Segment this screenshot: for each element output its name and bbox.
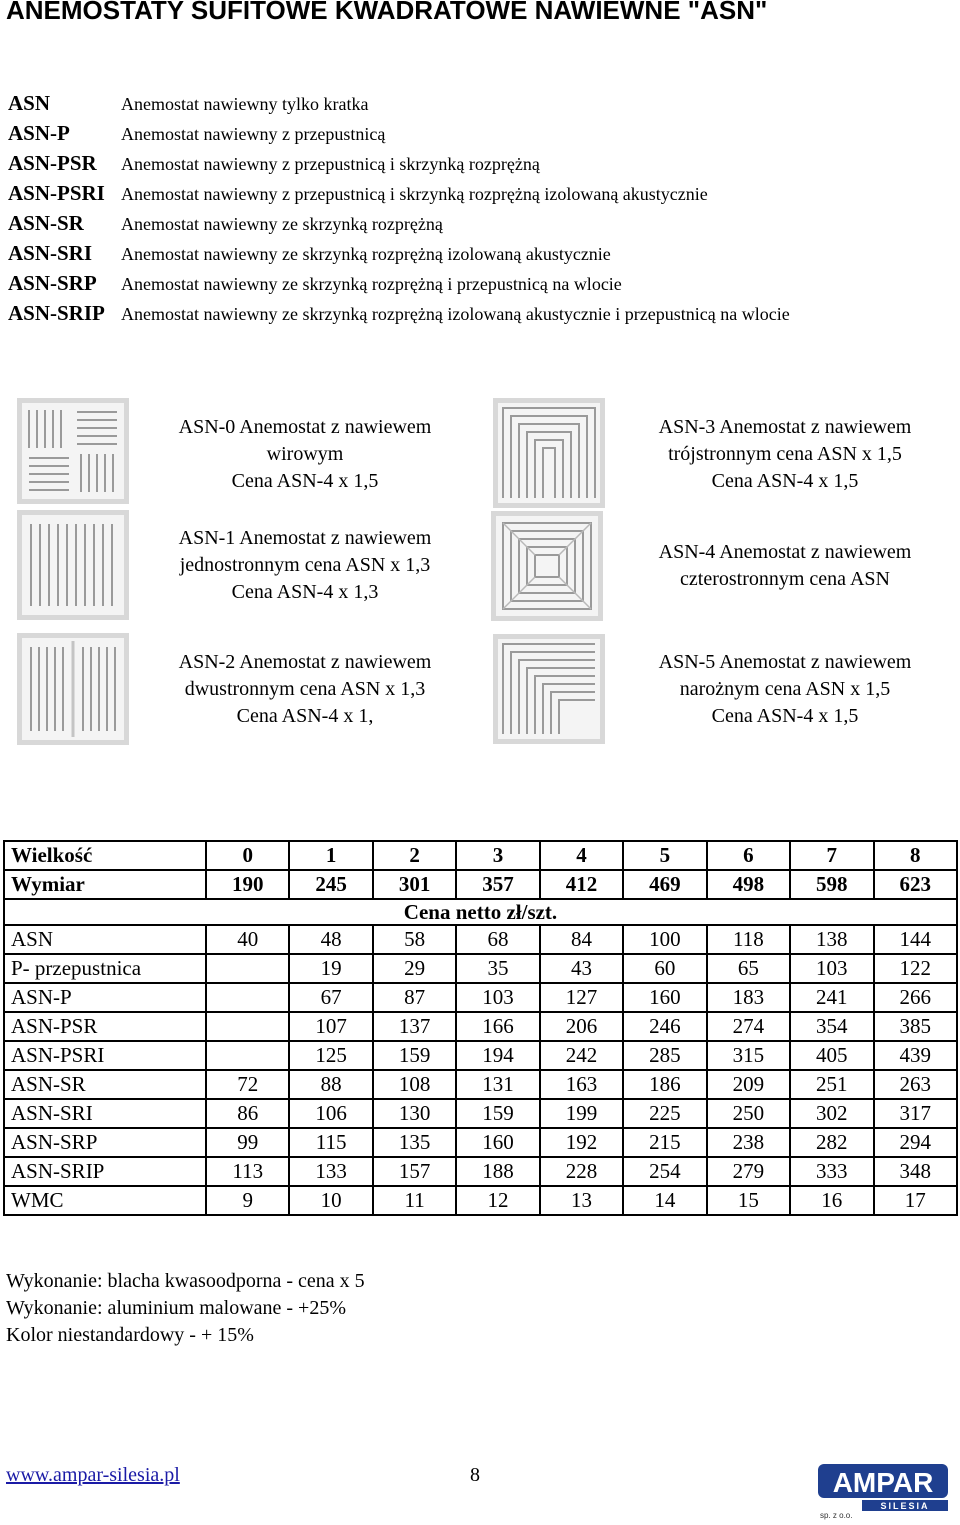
four-way-diffuser-image: [491, 511, 603, 621]
price-header: Cena netto zł/szt.: [4, 899, 957, 925]
dimension-row: [4, 870, 957, 899]
price-cell: 186: [623, 1070, 706, 1099]
price-cell: 241: [790, 983, 873, 1012]
row-label: WMC: [4, 1186, 206, 1215]
price-cell: 315: [707, 1041, 790, 1070]
price-cell: 251: [790, 1070, 873, 1099]
variant-line3: Cena ASN-4 x 1,: [236, 705, 374, 727]
table-row: [4, 1128, 957, 1157]
price-cell: 106: [289, 1099, 372, 1128]
variant-caption-asn-1: [150, 525, 460, 606]
variant-code: ASN-2: [178, 651, 236, 673]
logo-main-text: AMPAR: [832, 1467, 934, 1498]
variant-caption-asn-5: [625, 649, 945, 730]
table-row: [4, 1041, 957, 1070]
price-cell: 100: [623, 925, 706, 954]
price-cell: 348: [874, 1157, 958, 1186]
price-cell: 11: [373, 1186, 456, 1215]
price-cell: 238: [707, 1128, 790, 1157]
price-cell: 107: [289, 1012, 372, 1041]
price-cell: 43: [540, 954, 623, 983]
dimension-cell: 623: [874, 870, 958, 899]
dimension-label: Wymiar: [4, 870, 206, 899]
dimension-cell: 301: [373, 870, 456, 899]
three-way-diffuser-drawing: [493, 398, 605, 508]
price-cell: 127: [540, 983, 623, 1012]
variant-line1: Anemostat z nawiewem: [719, 541, 912, 563]
size-cell: 0: [206, 841, 289, 870]
price-cell: 99: [206, 1128, 289, 1157]
size-row: [4, 841, 957, 870]
price-cell: 160: [623, 983, 706, 1012]
definition-row: [8, 208, 948, 238]
definitions-list: [8, 88, 948, 328]
variant-line1: Anemostat z nawiewem: [239, 651, 432, 673]
swirl-diffuser-drawing: [17, 398, 129, 504]
price-cell: 84: [540, 925, 623, 954]
price-cell: 194: [456, 1041, 539, 1070]
table-row: [4, 1012, 957, 1041]
price-cell: 125: [289, 1041, 372, 1070]
price-cell: 48: [289, 925, 372, 954]
price-cell: [206, 1041, 289, 1070]
price-cell: 113: [206, 1157, 289, 1186]
price-cell: 135: [373, 1128, 456, 1157]
price-cell: 246: [623, 1012, 706, 1041]
table-row: [4, 1070, 957, 1099]
price-cell: 279: [707, 1157, 790, 1186]
definition-row: [8, 88, 948, 118]
variant-line2: wirowym: [266, 443, 344, 465]
size-cell: 7: [790, 841, 873, 870]
price-cell: 65: [707, 954, 790, 983]
price-cell: 163: [540, 1070, 623, 1099]
variant-caption-asn-2: [150, 649, 460, 730]
price-cell: 274: [707, 1012, 790, 1041]
size-cell: 8: [874, 841, 958, 870]
price-cell: 159: [456, 1099, 539, 1128]
price-cell: 294: [874, 1128, 958, 1157]
ampar-logo-drawing: [818, 1462, 950, 1520]
price-cell: 215: [623, 1128, 706, 1157]
price-cell: 60: [623, 954, 706, 983]
price-cell: 385: [874, 1012, 958, 1041]
row-label: P- przepustnica: [4, 954, 206, 983]
variant-caption-asn-0: [150, 414, 460, 495]
price-cell: 254: [623, 1157, 706, 1186]
variant-line3: Cena ASN-4 x 1,5: [711, 470, 859, 492]
dimension-cell: 498: [707, 870, 790, 899]
logo-small-text: sp. z o.o.: [820, 1511, 853, 1520]
note-item: Wykonanie: blacha kwasoodporna - cena x 5: [6, 1270, 365, 1292]
price-cell: 285: [623, 1041, 706, 1070]
price-cell: 138: [790, 925, 873, 954]
price-cell: 333: [790, 1157, 873, 1186]
row-label: ASN-SRP: [4, 1128, 206, 1157]
row-label: ASN-SR: [4, 1070, 206, 1099]
definition-code: ASN-P: [8, 121, 70, 145]
two-way-diffuser-drawing: [17, 633, 129, 745]
one-way-diffuser-drawing: [17, 510, 129, 620]
price-cell: 12: [456, 1186, 539, 1215]
price-cell: [206, 954, 289, 983]
price-cell: 58: [373, 925, 456, 954]
definition-row: [8, 148, 948, 178]
definition-row: [8, 298, 948, 328]
price-cell: 263: [874, 1070, 958, 1099]
price-cell: 17: [874, 1186, 958, 1215]
one-way-diffuser-image: [17, 510, 129, 620]
corner-diffuser-image: [493, 634, 605, 744]
variant-line2: trójstronnym cena ASN x 1,5: [668, 443, 902, 465]
table-row: [4, 983, 957, 1012]
variant-caption-asn-4: [625, 539, 945, 593]
price-cell: 159: [373, 1041, 456, 1070]
definition-row: [8, 238, 948, 268]
price-cell: [206, 1012, 289, 1041]
price-cell: 115: [289, 1128, 372, 1157]
variant-caption-asn-3: [625, 414, 945, 495]
variant-line1: Anemostat z nawiewem: [239, 527, 432, 549]
definition-code: ASN: [8, 91, 51, 115]
size-cell: 2: [373, 841, 456, 870]
price-cell: 15: [707, 1186, 790, 1215]
price-cell: 157: [373, 1157, 456, 1186]
dimension-cell: 357: [456, 870, 539, 899]
page-title: ANEMOSTATY SUFITOWE KWADRATOWE NAWIEWNE "ASN": [6, 0, 768, 25]
price-cell: 9: [206, 1186, 289, 1215]
variant-code: ASN-5: [658, 651, 716, 673]
variant-line3: Cena ASN-4 x 1,5: [711, 705, 859, 727]
price-cell: 188: [456, 1157, 539, 1186]
swirl-diffuser-image: [17, 398, 129, 504]
dimension-cell: 190: [206, 870, 289, 899]
price-cell: 137: [373, 1012, 456, 1041]
logo-sub-text: SILESIA: [880, 1501, 930, 1511]
note-item: Kolor niestandardowy - + 15%: [6, 1324, 254, 1346]
definition-text: Anemostat nawiewny ze skrzynką rozprężną i przepustnicą na wlocie: [121, 274, 622, 294]
price-cell: 225: [623, 1099, 706, 1128]
price-cell: 144: [874, 925, 958, 954]
variant-line1: Anemostat z nawiewem: [719, 651, 912, 673]
row-label: ASN: [4, 925, 206, 954]
variant-line3: Cena ASN-4 x 1,5: [231, 470, 379, 492]
price-cell: 160: [456, 1128, 539, 1157]
notes: [6, 1268, 365, 1349]
website-link[interactable]: www.ampar-silesia.pl: [6, 1464, 180, 1486]
three-way-diffuser-image: [493, 398, 605, 508]
price-cell: 19: [289, 954, 372, 983]
dimension-cell: 245: [289, 870, 372, 899]
size-cell: 3: [456, 841, 539, 870]
definition-code: ASN-SR: [8, 211, 84, 235]
price-cell: 250: [707, 1099, 790, 1128]
variant-line1: Anemostat z nawiewem: [239, 416, 432, 438]
definition-text: Anemostat nawiewny ze skrzynką rozprężną izolowaną akustycznie i przepustnicą na wlocie: [121, 304, 790, 324]
variant-code: ASN-1: [178, 527, 236, 549]
price-cell: 10: [289, 1186, 372, 1215]
table-row: [4, 925, 957, 954]
variant-line2: jednostronnym cena ASN x 1,3: [179, 554, 431, 576]
definition-row: [8, 118, 948, 148]
price-cell: 183: [707, 983, 790, 1012]
definition-code: ASN-PSR: [8, 151, 97, 175]
variant-code: ASN-4: [658, 541, 716, 563]
price-cell: 199: [540, 1099, 623, 1128]
definition-code: ASN-SRP: [8, 271, 97, 295]
price-header-row: [4, 899, 957, 925]
price-cell: 29: [373, 954, 456, 983]
row-label: ASN-P: [4, 983, 206, 1012]
price-cell: 439: [874, 1041, 958, 1070]
variant-code: ASN-0: [178, 416, 236, 438]
ampar-logo: [818, 1462, 950, 1520]
definition-row: [8, 268, 948, 298]
dimension-cell: 598: [790, 870, 873, 899]
price-cell: 266: [874, 983, 958, 1012]
variant-line2: narożnym cena ASN x 1,5: [679, 678, 891, 700]
variant-code: ASN-3: [658, 416, 716, 438]
definition-text: Anemostat nawiewny ze skrzynką rozprężną: [121, 214, 443, 234]
price-cell: 133: [289, 1157, 372, 1186]
definition-code: ASN-SRI: [8, 241, 93, 265]
definition-text: Anemostat nawiewny z przepustnicą: [121, 124, 386, 144]
size-label: Wielkość: [4, 841, 206, 870]
price-cell: 317: [874, 1099, 958, 1128]
price-cell: 242: [540, 1041, 623, 1070]
two-way-diffuser-image: [17, 633, 129, 745]
size-cell: 4: [540, 841, 623, 870]
price-cell: 103: [456, 983, 539, 1012]
price-cell: 13: [540, 1186, 623, 1215]
table-row: [4, 1099, 957, 1128]
dimension-cell: 469: [623, 870, 706, 899]
row-label: ASN-PSR: [4, 1012, 206, 1041]
definition-text: Anemostat nawiewny ze skrzynką rozprężną izolowaną akustycznie: [121, 244, 611, 264]
definition-row: [8, 178, 948, 208]
price-cell: 405: [790, 1041, 873, 1070]
price-cell: 130: [373, 1099, 456, 1128]
price-cell: 206: [540, 1012, 623, 1041]
price-cell: 209: [707, 1070, 790, 1099]
note-item: Wykonanie: aluminium malowane - +25%: [6, 1297, 346, 1319]
variant-line2: czterostronnym cena ASN: [680, 568, 890, 590]
variant-line2: dwustronnym cena ASN x 1,3: [184, 678, 426, 700]
row-label: ASN-SRIP: [4, 1157, 206, 1186]
definition-text: Anemostat nawiewny z przepustnicą i skrzynką rozprężną: [121, 154, 540, 174]
price-cell: 122: [874, 954, 958, 983]
definition-code: ASN-PSRI: [8, 181, 105, 205]
table-row: [4, 1157, 957, 1186]
definition-text: Anemostat nawiewny z przepustnicą i skrzynką rozprężną izolowaną akustycznie: [121, 184, 708, 204]
row-label: ASN-SRI: [4, 1099, 206, 1128]
price-cell: 35: [456, 954, 539, 983]
price-cell: 131: [456, 1070, 539, 1099]
definition-code: ASN-SRIP: [8, 301, 105, 325]
size-cell: 5: [623, 841, 706, 870]
price-cell: 68: [456, 925, 539, 954]
price-cell: 108: [373, 1070, 456, 1099]
price-cell: 192: [540, 1128, 623, 1157]
dimension-cell: 412: [540, 870, 623, 899]
size-cell: 6: [707, 841, 790, 870]
definition-text: Anemostat nawiewny tylko kratka: [121, 94, 369, 114]
price-cell: 40: [206, 925, 289, 954]
price-cell: 16: [790, 1186, 873, 1215]
size-cell: 1: [289, 841, 372, 870]
price-cell: 282: [790, 1128, 873, 1157]
price-cell: 166: [456, 1012, 539, 1041]
price-cell: 103: [790, 954, 873, 983]
price-cell: 88: [289, 1070, 372, 1099]
variant-line3: Cena ASN-4 x 1,3: [231, 581, 379, 603]
price-cell: 72: [206, 1070, 289, 1099]
price-cell: [206, 983, 289, 1012]
price-table: [3, 840, 958, 1216]
price-cell: 86: [206, 1099, 289, 1128]
price-cell: 87: [373, 983, 456, 1012]
variant-line1: Anemostat z nawiewem: [719, 416, 912, 438]
four-way-diffuser-drawing: [491, 511, 603, 621]
table-row: [4, 954, 957, 983]
table-row: [4, 1186, 957, 1215]
price-cell: 67: [289, 983, 372, 1012]
price-cell: 302: [790, 1099, 873, 1128]
price-cell: 354: [790, 1012, 873, 1041]
page-number: 8: [470, 1464, 480, 1486]
price-cell: 14: [623, 1186, 706, 1215]
corner-diffuser-drawing: [493, 634, 605, 744]
row-label: ASN-PSRI: [4, 1041, 206, 1070]
price-cell: 228: [540, 1157, 623, 1186]
price-cell: 118: [707, 925, 790, 954]
